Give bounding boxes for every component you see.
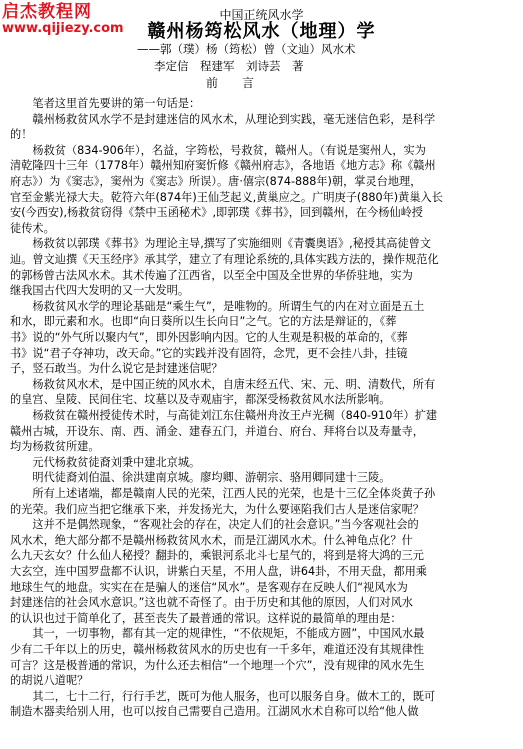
text-line: 赣州古城，开设东、南、西、涌金、建春五门，并道台、府台、拜将台以及寿量寺， bbox=[10, 424, 424, 438]
text-line: 子，竖石敢当。为什么说它是封建迷信呢？ bbox=[10, 362, 223, 376]
section-heading: 前 言 bbox=[206, 76, 255, 90]
text-line: 书》说“君子夺神功，改天命。”它的实践并没有固符，念咒，更不会挂八卦，挂镜 bbox=[10, 346, 408, 360]
text-line: 么九天玄女？什么仙人秘授？翻卦的，乘银河系北斗七星气的，将到是将大鸿的三元 bbox=[10, 549, 424, 563]
text-line: 明代徒裔刘伯温、徐洪建南京城。廖均卿、游朝宗、骆用卿同建十三陵。 bbox=[10, 471, 391, 485]
text-line: 赣州杨救贫风水学不是封建迷信的风水术，从理论到实践，毫无迷信色彩，是科学 bbox=[10, 112, 436, 126]
text-line: 继我国古代四大发明的又一大发明。 bbox=[10, 284, 190, 298]
text-line: 其一，一切事物，都有其一定的规律性，“不依规矩，不能成方圆”，中国风水最 bbox=[10, 627, 425, 641]
text-line: 制造木器卖给别人用，也可以按自己需要自己造用。江湖风水术自称可以给“他人做 bbox=[10, 705, 419, 719]
text-line: 杨救贫风水学的理论基础是“乘生气”，是唯物的。所谓生气的内在对立面是五土 bbox=[10, 299, 425, 313]
text-line: 的！ bbox=[10, 128, 33, 142]
text-line: 可言？这是极普通的常识，为什么还去相信“一个地理一个穴”，没有规律的风水先生 bbox=[10, 658, 425, 672]
text-line: 书》说的“外气所以聚内气”，即外因影响内因。它的人生观是积极的革命的，《葬 bbox=[10, 331, 408, 344]
text-line: 官至金紫光禄大夫。乾符六年(874年)王仙芝起义,黄巢应之。广明庚子(880年)黄巢入长 bbox=[10, 190, 443, 204]
text-line: 的皇宫、皇陵、民间住宅、坟墓以及寺观庙宇，都深受杨救贫风水法所影响。 bbox=[10, 393, 391, 407]
text-line: 清乾隆四十三年（1778年）赣州知府窦忻修《赣州府志》，各地语《地方志》称《赣州 bbox=[10, 159, 436, 173]
text-line: 均为杨救贫所建。 bbox=[10, 440, 100, 454]
text-line: 的认识也过于简单化了，甚至丧失了最普通的常识。这样说的最简单的理由是： bbox=[10, 611, 402, 625]
text-line: 徒传术。 bbox=[10, 221, 55, 235]
text-line: 少有二千年以上的历史，赣州杨救贫风水的历史也有一千多年，难道还没有其规律性 bbox=[10, 643, 424, 656]
text-line: 的胡说八道呢？ bbox=[10, 674, 89, 688]
text-line: 封建迷信的社会风水意识。”这也就不奇怪了。由于历史和其他的原因，人们对风水 bbox=[10, 596, 413, 610]
text-line: 元代杨救贫徒裔刘秉中建北京城。 bbox=[10, 455, 201, 469]
book-title: 赣州杨筠松风水（地理）学 bbox=[147, 21, 376, 42]
text-line: 和水，即元素和水。也即“向日葵所以生长向日”之气。它的方法是辩证的，《葬 bbox=[10, 315, 397, 329]
text-line: 府志》）为《窦志》，窦州为《窦志》所误）。唐·僖宗(874-888年)朝，掌灵台地理， bbox=[10, 175, 422, 188]
text-line: 辿。曾文辿撰《天玉经序》承其学，建立了有理论系统的,具体实践方法的，操作规范化 bbox=[10, 253, 439, 266]
text-line: 这并不是偶然现象，“客观社会的存在，决定人们的社会意识。”当今客观社会的 bbox=[10, 518, 419, 532]
text-line: 大玄空，连中国罗盘都不认识，讲紫白天星，不用人盘，讲64卦，不用天盘，都用乘 bbox=[10, 565, 427, 578]
text-line: 安(今西安),杨救贫窃得《禁中玉函秘术》,即郭璞《葬书》，回到赣州，在今杨仙岭授 bbox=[10, 206, 423, 220]
series-name: 中国正统风水学 bbox=[219, 8, 304, 22]
authors-subtitle: ——郭（璞）杨（筠松）曾（文辿）风水术 bbox=[137, 42, 356, 56]
text-line: 的郭杨曾古法风水术。其术传遍了江西省，以至全中国及全世界的华侨驻地，实为 bbox=[10, 268, 413, 282]
text-line: 风水术，绝大部分都不是赣州杨救贫风水术，而是江湖风水术。什么神龟点化？什 bbox=[10, 533, 413, 547]
text-line: 杨救贫在赣州授徒传术时，与高徒刘江东住赣州舟汝王卢光稠（840-910年）扩建 bbox=[10, 409, 438, 422]
text-line: 杨救贫以郭璞《葬书》为理论主导,撰写了实施细则《青囊奥语》,秘授其高徒曾文 bbox=[10, 237, 432, 251]
text-line: 地球生气的地盘。实实在在是骗人的迷信“风水”。是客观存在反映人们“视风水为 bbox=[10, 580, 408, 594]
authors-names: 李定信 程建军 刘诗芸 著 bbox=[154, 59, 304, 73]
text-line: 的光荣。我们应当把它继承下来，并发扬光大，为什么要诬陷我们古人是迷信家呢？ bbox=[10, 502, 424, 516]
text-line: 杨救贫风水术，是中国正统的风水术，自唐末经五代、宋、元、明、清数代，所有 bbox=[10, 377, 436, 391]
text-line: 其二，七十二行，行行手艺，既可为他人服务，也可以服务自身。做木工的，既可 bbox=[10, 689, 436, 703]
watermark-site-name: 启杰教程网 bbox=[2, 2, 92, 22]
text-line: 杨救贫（834-906年），名益，字筠松，号救贫，赣州人。（有说是窦州人，实为 bbox=[10, 143, 426, 157]
watermark bbox=[2, 4, 124, 35]
text-line: 所有上述诸端，都是赣南人民的光荣，江西人民的光荣，也是十三亿全体炎黄子孙 bbox=[10, 487, 436, 500]
watermark-url: www.qijiezy.com bbox=[2, 20, 124, 36]
text-line: 笔者这里首先要讲的第一句话是： bbox=[10, 97, 201, 110]
